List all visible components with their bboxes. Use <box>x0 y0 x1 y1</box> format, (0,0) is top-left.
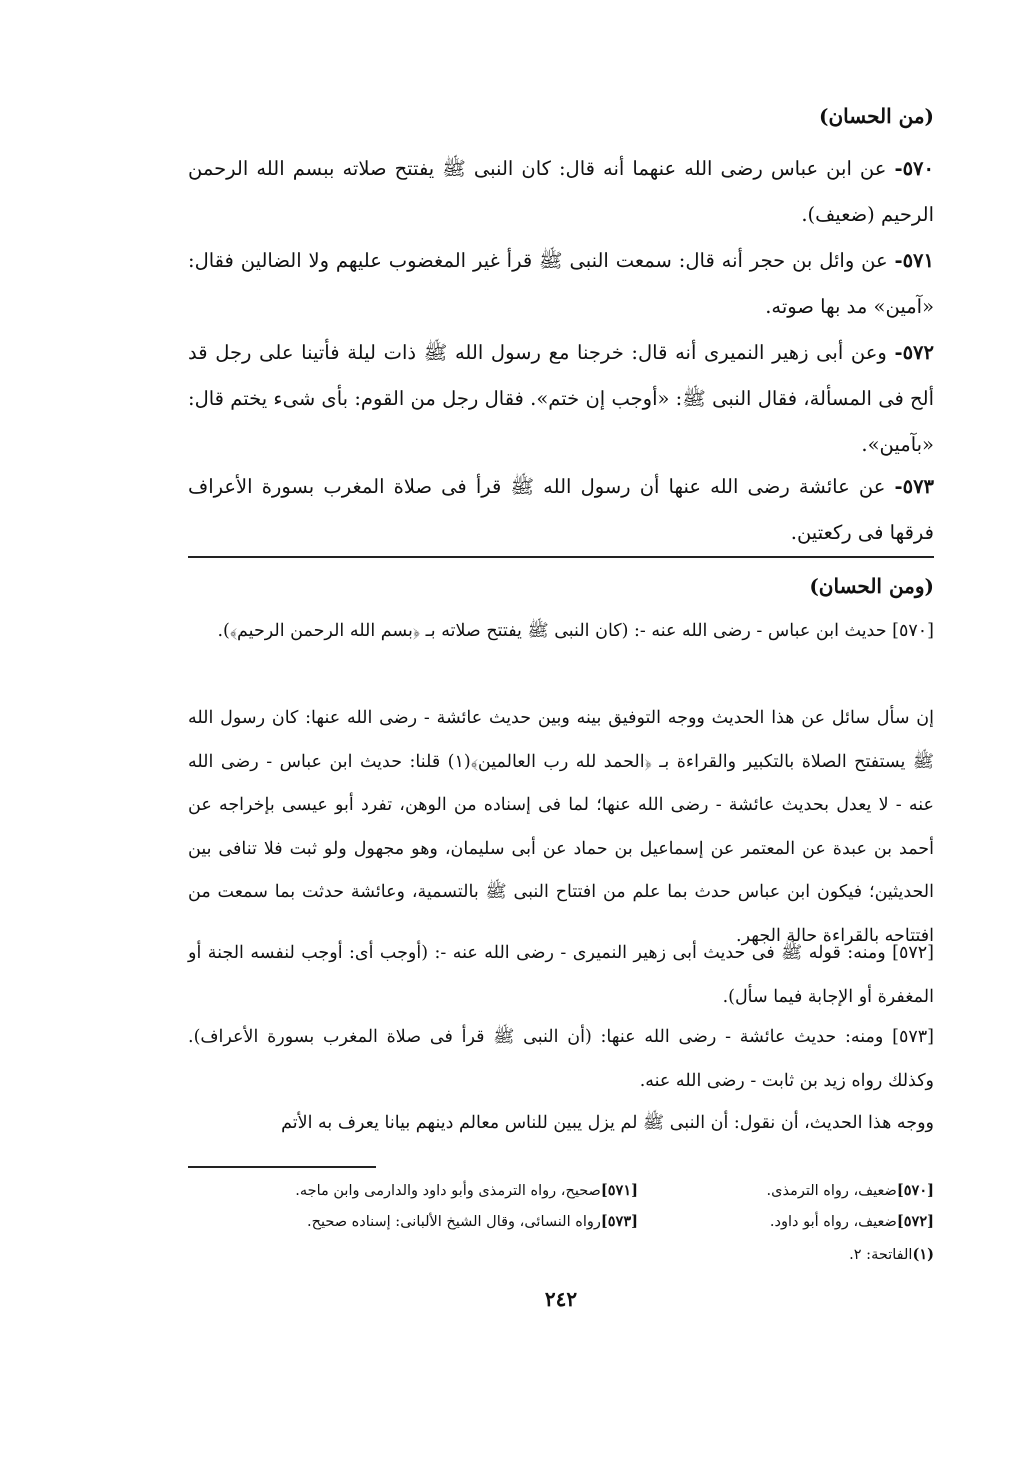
hadith-570 <box>188 146 934 238</box>
footnote-572 <box>770 1213 934 1230</box>
section-divider <box>188 556 934 558</box>
hadith-572 <box>188 330 934 468</box>
hadith-number: ٥٧١- <box>894 249 934 272</box>
footnote-571 <box>295 1182 638 1199</box>
hadith-text: وعن أبى زهير النميرى أنه قال: خرجنا مع رسول الله ﷺ ذات ليلة فأتينا على رجل قد ألح فى المسألة، فقال النبى ﷺ: «أوجب إن ختم». فقال رجل من القوم: بأى شىء يختم قال: «بآمين». <box>188 341 934 456</box>
footnote-number: [٥٧٢] <box>896 1213 934 1230</box>
commentary-570: [٥٧٠] حديث ابن عباس - رضى الله عنه -: (كان النبى ﷺ يفتتح صلاته بـ ﴿بسم الله الرحمن الرحيم﴾). <box>217 621 934 641</box>
hadith-573 <box>188 464 934 556</box>
hadith-571 <box>188 238 934 330</box>
hadith-text: عن وائل بن حجر أنه قال: سمعت النبى ﷺ قرأ غير المغضوب عليهم ولا الضالين فقال: «آمين» مد بها صوته. <box>188 249 934 318</box>
book-page <box>188 0 934 1480</box>
commentary-570-explanation: إن سأل سائل عن هذا الحديث ووجه التوفيق بينه وبين حديث عائشة - رضى الله عنها: كان رسول الله ﷺ يستفتح الصلاة بالتكبير والقراءة بـ ﴿الحمد لله رب العالمين﴾(١) قلنا: حديث ابن عباس - رضى الله عنه - لا يعدل بحديث عائشة - رضى الله عنها؛ لما فى إسناده من الوهن، تفرد أبو عيسى بإخراجه عن أحمد بن عبدة عن المعتمر عن إسماعيل بن حماد عن أبى سليمان، وهو مجهول ولو ثبت فلا تنافى بين الحديثين؛ فيكون ابن عباس حدث بما علم من افتتاح النبى ﷺ بالتسمية، وعائشة حدثت بما سمعت من افتتاحه بالقراءة حالة الجهر. <box>188 708 934 946</box>
hadith-number: ٥٧٢- <box>894 341 934 364</box>
commentary-573: [٥٧٣] ومنه: حديث عائشة - رضى الله عنها: (أن النبى ﷺ قرأ فى صلاة المغرب بسورة الأعراف). وكذلك رواه زيد بن ثابت - رضى الله عنه. <box>188 1027 934 1091</box>
footnote-number: (١) <box>912 1246 934 1263</box>
hadith-number: ٥٧٠- <box>894 157 934 180</box>
footnote-text: ضعيف، رواه الترمذى. <box>766 1183 897 1199</box>
footnote-1 <box>849 1246 934 1263</box>
hadith-number: ٥٧٣- <box>894 475 935 498</box>
footnote-text: صحيح، رواه الترمذى وأبو داود والدارمى وابن ماجه. <box>295 1183 601 1199</box>
footnote-divider <box>188 1166 376 1168</box>
hadith-text: عن ابن عباس رضى الله عنهما أنه قال: كان النبى ﷺ يفتتح صلاته ببسم الله الرحمن الرحيم (ضعيف). <box>188 157 934 226</box>
commentary-572: [٥٧٢] ومنه: قوله ﷺ فى حديث أبى زهير النميرى - رضى الله عنه -: (أوجب أى: أوجب لنفسه الجنة أو المغفرة أو الإجابة فيما سأل). <box>188 943 934 1007</box>
footnote-570 <box>766 1182 934 1199</box>
footnote-text: الفاتحة: ٢. <box>849 1247 913 1263</box>
footnote-text: ضعيف، رواه أبو داود. <box>769 1214 897 1230</box>
commentary-continued: ووجه هذا الحديث، أن نقول: أن النبى ﷺ لم يزل يبين للناس معالم دينهم بيانا يعرف به الأتم <box>281 1113 934 1133</box>
section-2-title: (ومن الحسان) <box>809 574 934 598</box>
footnote-573 <box>307 1213 638 1230</box>
footnote-number: [٥٧٣] <box>600 1213 638 1230</box>
page-number: ٢٤٢ <box>544 1287 578 1311</box>
footnote-text: رواه النسائى، وقال الشيخ الألبانى: إسناده صحيح. <box>307 1214 601 1230</box>
section-1-title: (من الحسان) <box>818 104 934 128</box>
footnote-number: [٥٧٠] <box>896 1182 934 1199</box>
hadith-text: عن عائشة رضى الله عنها أن رسول الله ﷺ قرأ فى صلاة المغرب بسورة الأعراف فرقها فى ركعتين. <box>188 475 934 544</box>
footnote-number: [٥٧١] <box>600 1182 638 1199</box>
